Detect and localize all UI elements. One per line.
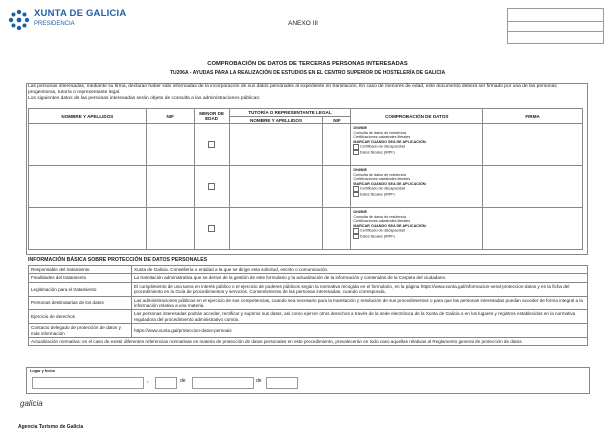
table-row [29,266,588,274]
tax-checkbox[interactable] [353,192,359,198]
check-cadastral: Certificaciones catastrales literales [353,219,411,223]
galicia-logo: galicia [20,399,43,408]
document-title: COMPROBACIÓN DE DATOS DE TERCERAS PERSONAS INTERESADAS [207,61,408,67]
check-mark-label: MARCAR CUANDO SEA DE APLICACIÓN: [353,223,427,228]
xunta-cross-logo-icon [8,9,30,31]
info-key: Responsable del tratamiento [29,266,132,274]
check-mark-label: MARCAR CUANDO SEA DE APLICACIÓN: [353,181,427,186]
tax-checkbox[interactable] [353,234,359,240]
col-header-nif: NIF [146,109,194,124]
info-value: Las personas interesadas podrán acceder, rectificar y suprimir sus datos, así como ejercer otros derechos a través de la sede electrónica de la Xunta de Galicia o en los lugares y registros establecidos en la normativa reguladora del procedimiento administrativo común. [132,310,588,324]
name-cell[interactable] [29,124,147,166]
check-tax-option [353,192,480,198]
minor-checkbox[interactable] [208,141,215,148]
intro-text [28,84,584,102]
tutor-nif-cell[interactable] [323,166,351,208]
tax-checkbox[interactable] [353,150,359,156]
place-field[interactable] [32,377,144,389]
nif-cell[interactable] [146,166,194,208]
minor-cell [194,124,229,166]
col-header-tutor-name: NOMBRE Y APELLIDOS [229,117,323,124]
check-cell [351,124,483,166]
check-cadastral: Certificaciones catastrales literales [353,135,411,139]
info-key: Contacto delegado de protección de datos y más información [29,324,132,338]
document-subtitle: TU206A - AYUDAS PARA LA REALIZACIÓN DE ESTUDIOS EN EL CENTRO SUPERIOR DE HOSTELERÍA DE GALICIA [169,70,446,76]
check-dni: DNI/NIE [353,126,367,130]
col-header-name: NOMBRE Y APELLIDOS [29,109,147,124]
day-field[interactable] [155,377,177,389]
table-row [29,310,588,324]
brand-subtitle: PRESIDENCIA [34,21,75,27]
registry-box-mid [508,21,603,32]
check-dni: DNI/NIE [353,168,367,172]
de-label: de [256,378,262,384]
signature-cell[interactable] [483,208,583,250]
table-row [29,338,588,346]
info-key: Personas destinatarias de los datos [29,296,132,310]
info-value: Las administraciones públicas en el ejercicio de sus competencias, cuando sea necesario para la tramitación y resolución de sus procedimientos o para que las personas interesadas puedan acceder de forma integral a la información relativa a una materia. [132,296,588,310]
intro-paragraph: Las personas interesadas, mediante su firma, declaran haber sido informadas de la incorporación de sus datos personales al expediente en tramitación. En caso de menores de edad, este documento deberá ser firmado por una de las personas progenitoras, tutor/a o representante legal. [28,84,557,95]
table-row [29,166,583,208]
info-key: Legitimación para el tratamiento [29,282,132,296]
de-label: de [180,378,186,384]
col-header-minor: MENOR DE EDAD [194,109,229,124]
col-header-check: COMPROBACIÓN DE DATOS [351,109,483,124]
info-value: La tramitación administrativa que se derive de la gestión de este formulario y la actualización de la información y contenidos de la Carpeta del ciudadano. [132,274,588,282]
tax-label: Datos fiscales (IRPF) [359,192,395,197]
info-value: Xunta de Galicia. Consellería o entidad a la que se dirige esta solicitud, escrito o comunicación. [132,266,588,274]
table-row [29,296,588,310]
minor-checkbox[interactable] [208,225,215,232]
nif-cell[interactable] [146,208,194,250]
check-cadastral: Certificaciones catastrales literales [353,177,411,181]
registry-box [507,8,604,44]
tutor-nif-cell[interactable] [323,208,351,250]
data-protection-table [28,265,588,346]
info-key: Finalidades del tratamiento [29,274,132,282]
minor-cell [194,208,229,250]
table-row [29,208,583,250]
check-cell [351,208,483,250]
nif-cell[interactable] [146,124,194,166]
interested-persons-table [28,108,583,250]
tutor-name-cell[interactable] [229,166,323,208]
annex-label: ANEXO III [288,20,318,27]
place-date-label: Lugar y fecha [30,369,55,373]
month-field[interactable] [192,377,254,389]
disability-label: Certificado de discapacidad [359,144,406,149]
agency-name: Agencia Turismo de Galicia [18,424,84,430]
col-header-tutor: TUTOR/A O REPRESENTANTE LEGAL [229,109,351,117]
minor-checkbox[interactable] [208,183,215,190]
table-row [29,124,583,166]
data-protection-title: INFORMACIÓN BÁSICA SOBRE PROTECCIÓN DE DATOS PERSONALES [28,257,208,263]
check-residence: Consulta de datos de residencia [353,172,407,177]
tutor-nif-cell[interactable] [323,124,351,166]
table-row [29,324,588,338]
table-row [29,274,588,282]
col-header-signature: FIRMA [483,109,583,124]
signature-cell[interactable] [483,166,583,208]
info-value[interactable]: https://www.xunta.gal/proteccion-datos-persoais [132,324,588,338]
check-tax-option [353,234,480,240]
check-tax-option [353,150,480,156]
check-residence: Consulta de datos de residencia [353,214,407,219]
disability-label: Certificado de discapacidad [359,186,406,191]
check-cell [351,166,483,208]
tutor-name-cell[interactable] [229,124,323,166]
info-key: Ejercicio de derechos [29,310,132,324]
col-header-tutor-nif: NIF [323,117,351,124]
check-dni: DNI/NIE [353,210,367,214]
table-row [29,282,588,296]
year-field[interactable] [266,377,298,389]
brand-name: XUNTA DE GALICIA [34,8,127,19]
signature-cell[interactable] [483,124,583,166]
tax-label: Datos fiscales (IRPF) [359,150,395,155]
check-mark-label: MARCAR CUANDO SEA DE APLICACIÓN: [353,139,427,144]
name-cell[interactable] [29,208,147,250]
info-value: El cumplimiento de una tarea en interés público o el ejercicio de poderes públicos según la normativa recogida en el formulario, en la página https://www.xunta.gal/informacion-xeral-proteccion-datos y en la ficha del procedimiento en la Guía de procedimientos y servicios. Consentimiento de las personas interesadas, cuando corresponda. [132,282,588,296]
name-cell[interactable] [29,166,147,208]
minor-cell [194,166,229,208]
disability-label: Certificado de discapacidad [359,228,406,233]
tutor-name-cell[interactable] [229,208,323,250]
comma-separator: , [147,378,149,384]
regulatory-update: Actualización normativa: en el caso de existir diferentes referencias normativas en materia de protección de datos personales en este procedimiento, prevalecerán en todo caso aquellas relativas al Reglamento general de protección de datos. [29,338,588,346]
check-residence: Consulta de datos de residencia [353,130,407,135]
intro-consult-line: Los siguientes datos de las personas interesadas serán objeto de consulta a las administraciones públicas: [28,96,261,101]
tax-label: Datos fiscales (IRPF) [359,234,395,239]
